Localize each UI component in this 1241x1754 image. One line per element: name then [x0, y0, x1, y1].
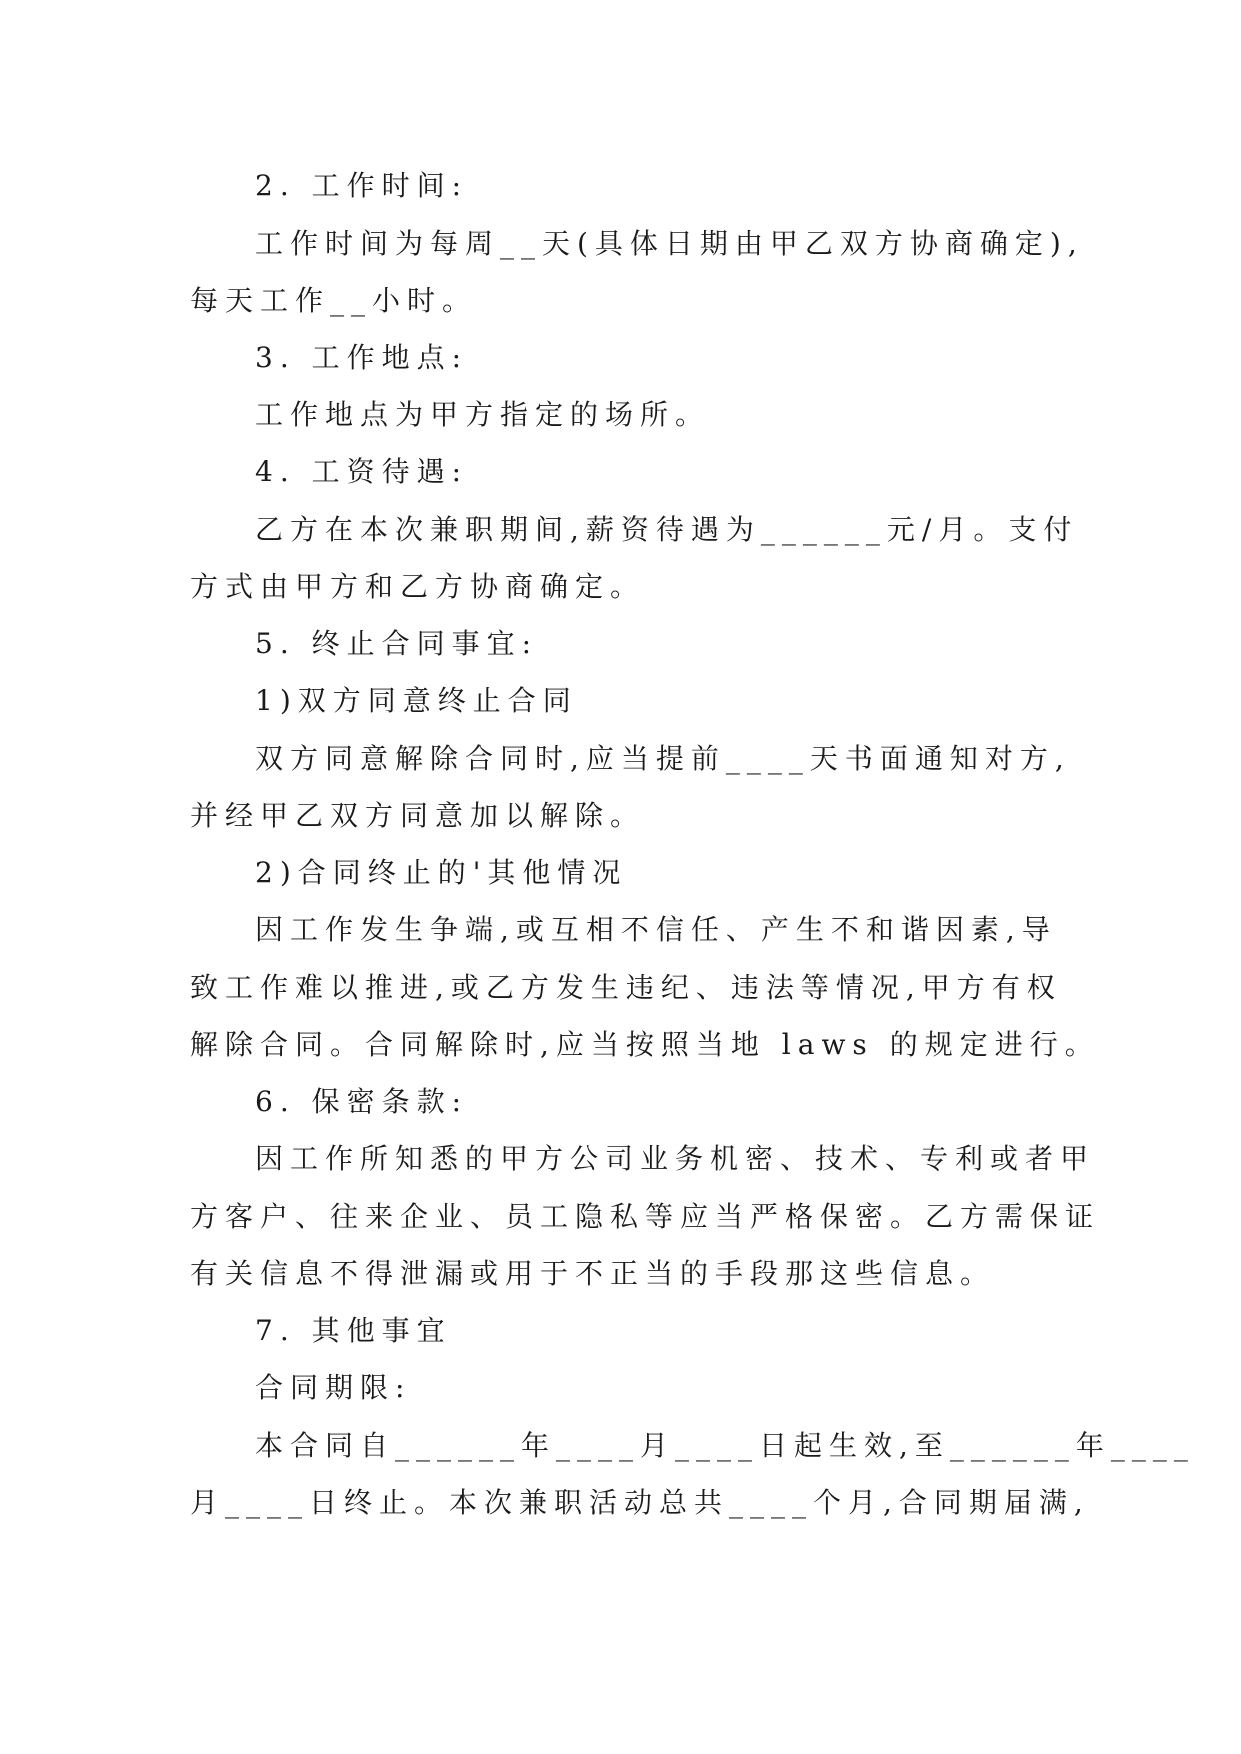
- paragraph-line: 工作地点为甲方指定的场所。: [255, 398, 711, 431]
- paragraph-line: 致工作难以推进,或乙方发生违纪、违法等情况,甲方有权: [190, 971, 1062, 1004]
- subheading-other-termination: 2)合同终止的'其他情况: [255, 856, 628, 889]
- paragraph-line: 月____日终止。本次兼职活动总共____个月,合同期届满,: [190, 1486, 1090, 1519]
- paragraph-line: 方式由甲方和乙方协商确定。: [190, 570, 646, 603]
- heading-other-matters: 7. 其他事宜: [255, 1314, 452, 1347]
- paragraph-line: 方客户、往来企业、员工隐私等应当严格保密。乙方需保证: [190, 1200, 1101, 1233]
- heading-termination: 5. 终止合同事宜:: [255, 627, 539, 660]
- heading-work-location: 3. 工作地点:: [255, 341, 469, 374]
- heading-confidentiality: 6. 保密条款:: [255, 1085, 469, 1118]
- paragraph-line: 双方同意解除合同时,应当提前____天书面通知对方,: [255, 742, 1071, 775]
- paragraph-line: 本合同自______年____月____日起生效,至______年____: [255, 1429, 1195, 1462]
- heading-work-time: 2. 工作时间:: [255, 169, 469, 202]
- paragraph-line: 并经甲乙双方同意加以解除。: [190, 799, 646, 832]
- paragraph-line: 工作时间为每周__天(具体日期由甲乙双方协商确定),: [255, 227, 1084, 260]
- paragraph-line: 每天工作__小时。: [190, 284, 478, 317]
- paragraph-line: 有关信息不得泄漏或用于不正当的手段那这些信息。: [190, 1257, 996, 1290]
- subheading-mutual-termination: 1)双方同意终止合同: [255, 684, 578, 717]
- paragraph-line: 解除合同。合同解除时,应当按照当地 laws 的规定进行。: [190, 1028, 1100, 1061]
- subheading-contract-term: 合同期限:: [255, 1371, 412, 1404]
- heading-salary: 4. 工资待遇:: [255, 455, 469, 488]
- paragraph-line: 因工作所知悉的甲方公司业务机密、技术、专利或者甲: [255, 1142, 1096, 1175]
- paragraph-line: 因工作发生争端,或互相不信任、产生不和谐因素,导: [255, 913, 1057, 946]
- paragraph-line: 乙方在本次兼职期间,薪资待遇为______元/月。支付: [255, 513, 1079, 546]
